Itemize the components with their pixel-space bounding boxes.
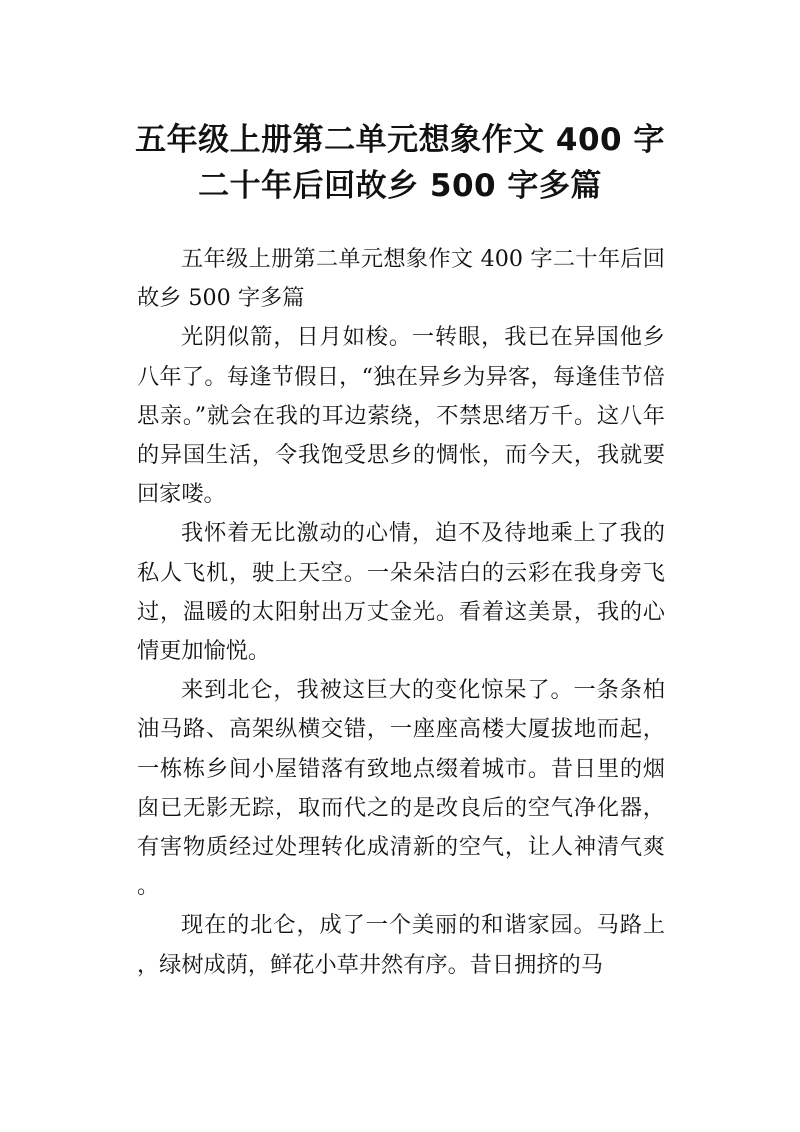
title-line-2: 二十年后回故乡 500 字多篇 [198, 167, 602, 204]
paragraph-3: 我怀着无比激动的心情，迫不及待地乘上了我的私人飞机，驶上天空。一朵朵洁白的云彩在我身旁飞过，温暖的太阳射出万丈金光。看着这美景，我的心情更加愉悦。 [137, 520, 665, 665]
paragraph-1: 五年级上册第二单元想象作文 400 字二十年后回故乡 500 字多篇 [137, 246, 665, 312]
paragraph-2: 光阴似箭，日月如梭。一转眼，我已在异国他乡八年了。每逢节假日，“独在异乡为异客，每逢佳节倍思亲。”就会在我的耳边萦绕，不禁思绪万千。这八年的异国生活，令我饱受思乡的惆怅，而今天，我就要回家喽。 [137, 324, 665, 508]
document-title [0, 117, 800, 209]
document-body [137, 240, 665, 985]
paragraph-5: 现在的北仑，成了一个美丽的和谐家园。马路上，绿树成荫，鲜花小草井然有序。昔日拥挤的马 [137, 912, 665, 978]
paragraph-4: 来到北仑，我被这巨大的变化惊呆了。一条条柏油马路、高架纵横交错，一座座高楼大厦拔地而起，一栋栋乡间小屋错落有致地点缀着城市。昔日里的烟囱已无影无踪，取而代之的是改良后的空气净化器，有害物质经过处理转化成清新的空气，让人神清气爽。 [137, 677, 665, 900]
title-line-1: 五年级上册第二单元想象作文 400 字 [135, 121, 665, 158]
